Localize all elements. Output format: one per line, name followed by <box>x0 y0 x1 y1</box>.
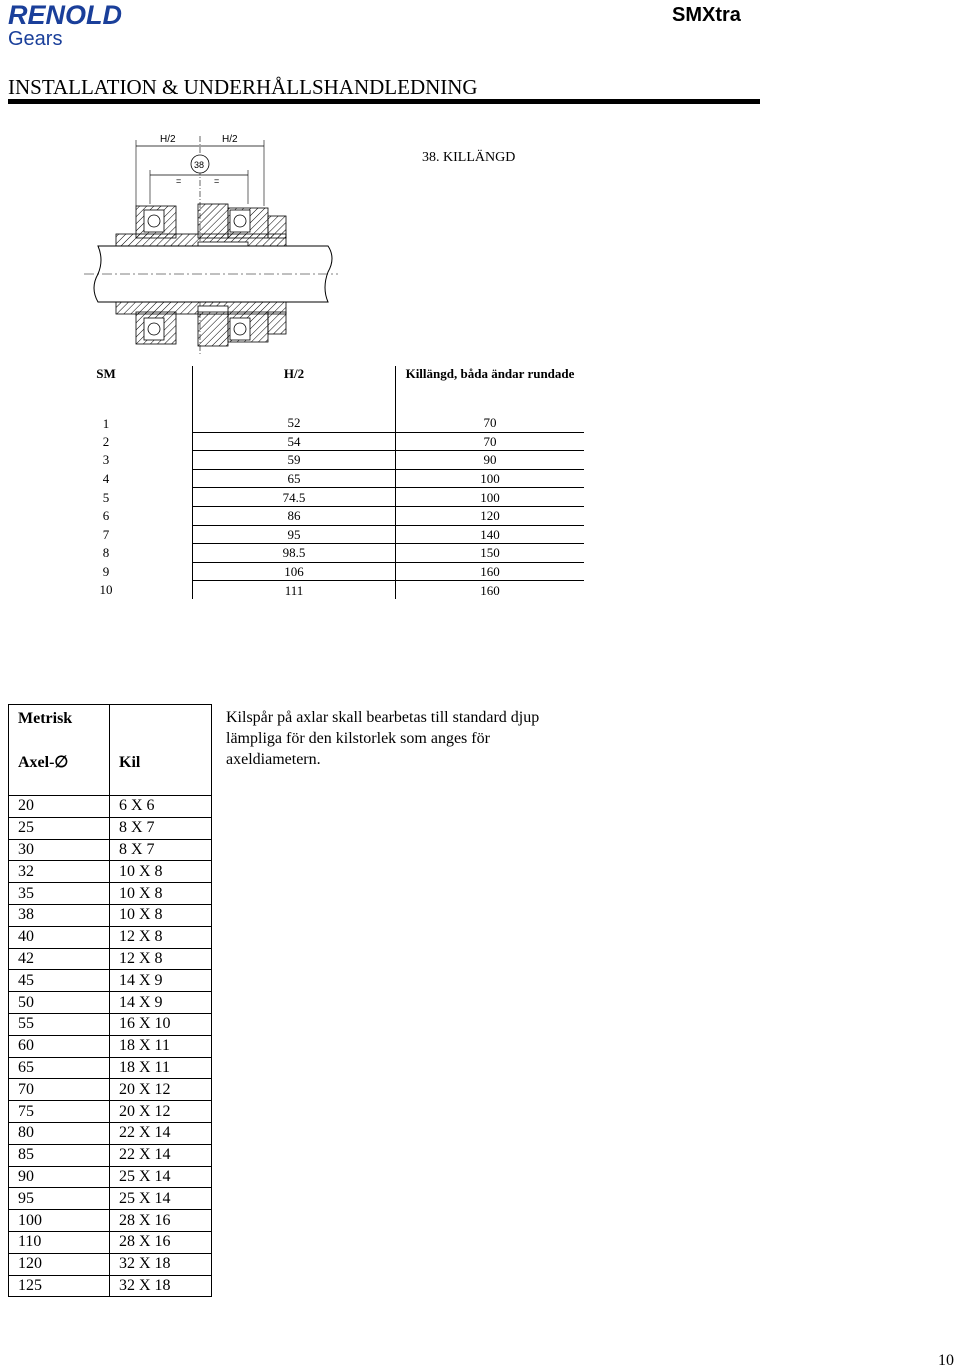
kil-cell: 18 X 11 <box>110 1035 212 1057</box>
sm-cell: 8 <box>102 545 110 561</box>
header-killangd: Killängd, båda ändar rundade <box>396 366 585 414</box>
table-row <box>20 525 584 544</box>
table-row <box>9 926 212 948</box>
table-row <box>9 1057 212 1079</box>
table-row <box>20 469 584 488</box>
h2-cell: 54 <box>193 432 396 451</box>
axel-cell: 20 <box>9 796 110 818</box>
kil-cell: 20 X 12 <box>110 1079 212 1101</box>
kil-cell: 10 X 8 <box>110 861 212 883</box>
table-row <box>9 1166 212 1188</box>
axel-cell: 30 <box>9 839 110 861</box>
killangd-table <box>20 366 584 599</box>
killangd-cell: 150 <box>396 544 585 563</box>
table-row <box>20 488 584 507</box>
kil-cell: 8 X 7 <box>110 839 212 861</box>
table-row <box>9 883 212 905</box>
axel-cell: 42 <box>9 948 110 970</box>
header-h2: H/2 <box>193 366 396 414</box>
axel-cell: 25 <box>9 817 110 839</box>
killangd-cell: 140 <box>396 525 585 544</box>
h2-cell: 52 <box>193 414 396 432</box>
kil-cell: 32 X 18 <box>110 1275 212 1297</box>
axel-cell: 50 <box>9 992 110 1014</box>
page-number: 10 <box>938 1352 954 1369</box>
table-row <box>20 414 584 432</box>
kil-cell: 14 X 9 <box>110 992 212 1014</box>
table-row <box>9 839 212 861</box>
kil-cell: 14 X 9 <box>110 970 212 992</box>
axel-cell: 90 <box>9 1166 110 1188</box>
axel-cell: 80 <box>9 1122 110 1144</box>
equal-mark-left: = <box>176 176 182 186</box>
header-axel: Axel-∅ <box>9 751 110 796</box>
axel-cell: 95 <box>9 1188 110 1210</box>
brand-subtitle: Gears <box>8 28 63 50</box>
sm-cell: 6 <box>102 508 110 524</box>
header-kil: Kil <box>110 751 212 796</box>
kil-cell: 25 X 14 <box>110 1166 212 1188</box>
kil-cell: 10 X 8 <box>110 904 212 926</box>
dim-label-right: H/2 <box>222 134 238 145</box>
table-row <box>20 451 584 470</box>
axel-cell: 110 <box>9 1231 110 1253</box>
kil-cell: 12 X 8 <box>110 948 212 970</box>
sm-cell: 3 <box>102 452 110 468</box>
killangd-cell: 70 <box>396 432 585 451</box>
table-row <box>9 904 212 926</box>
sm-cell: 10 <box>99 582 113 598</box>
kil-cell: 16 X 10 <box>110 1013 212 1035</box>
h2-cell: 98.5 <box>193 544 396 563</box>
axel-cell: 55 <box>9 1013 110 1035</box>
killangd-cell: 160 <box>396 562 585 581</box>
product-name: SMXtra <box>672 4 741 26</box>
table-row <box>9 1188 212 1210</box>
killangd-cell: 120 <box>396 506 585 525</box>
equal-mark-right: = <box>214 176 220 186</box>
kil-cell: 10 X 8 <box>110 883 212 905</box>
header-sm: SM <box>96 366 116 381</box>
section-title: 38. KILLÄNGD <box>422 150 516 165</box>
axel-cell: 45 <box>9 970 110 992</box>
technical-drawing <box>78 126 358 358</box>
h2-cell: 59 <box>193 451 396 470</box>
table-row <box>9 1079 212 1101</box>
keyway-note: Kilspår på axlar skall bearbetas till standard djup lämpliga för den kilstorlek som anges för axeldiametern. <box>226 709 540 768</box>
kil-cell: 32 X 18 <box>110 1253 212 1275</box>
title-rule <box>8 99 760 104</box>
axel-cell: 65 <box>9 1057 110 1079</box>
dim-label-left: H/2 <box>160 134 176 145</box>
h2-cell: 65 <box>193 469 396 488</box>
axel-cell: 70 <box>9 1079 110 1101</box>
table-row <box>9 992 212 1014</box>
kil-cell: 18 X 11 <box>110 1057 212 1079</box>
table-row <box>9 1210 212 1232</box>
table-row <box>9 1101 212 1123</box>
table-row <box>9 948 212 970</box>
axel-cell: 32 <box>9 861 110 883</box>
table-row <box>9 1013 212 1035</box>
table-row <box>9 970 212 992</box>
h2-cell: 86 <box>193 506 396 525</box>
h2-cell: 111 <box>193 581 396 599</box>
sm-cell: 7 <box>102 526 110 542</box>
table-row <box>9 1231 212 1253</box>
table-row <box>20 506 584 525</box>
table-row <box>9 1275 212 1297</box>
table-row <box>9 796 212 818</box>
table-row <box>9 1144 212 1166</box>
axel-cell: 35 <box>9 883 110 905</box>
killangd-cell: 100 <box>396 488 585 507</box>
kil-cell: 6 X 6 <box>110 796 212 818</box>
kil-cell: 12 X 8 <box>110 926 212 948</box>
renold-logo: RENOLD <box>8 0 122 30</box>
kil-cell: 25 X 14 <box>110 1188 212 1210</box>
axel-kil-table <box>8 704 212 1297</box>
killangd-cell: 100 <box>396 469 585 488</box>
kil-cell: 8 X 7 <box>110 817 212 839</box>
axel-cell: 38 <box>9 904 110 926</box>
table-row <box>20 432 584 451</box>
h2-cell: 106 <box>193 562 396 581</box>
table-row <box>9 1253 212 1275</box>
axel-cell: 85 <box>9 1144 110 1166</box>
table-row <box>9 817 212 839</box>
table-row <box>9 861 212 883</box>
sm-cell: 4 <box>102 471 110 487</box>
table-row <box>20 581 584 599</box>
table-row <box>9 1122 212 1144</box>
kil-cell: 22 X 14 <box>110 1144 212 1166</box>
axel-cell: 125 <box>9 1275 110 1297</box>
killangd-cell: 160 <box>396 581 585 599</box>
sm-cell: 9 <box>102 564 110 580</box>
kil-cell: 20 X 12 <box>110 1101 212 1123</box>
killangd-cell: 70 <box>396 414 585 432</box>
kil-cell: 22 X 14 <box>110 1122 212 1144</box>
h2-cell: 95 <box>193 525 396 544</box>
document-title: INSTALLATION & UNDERHÅLLSHANDLEDNING <box>8 75 478 99</box>
axel-cell: 40 <box>9 926 110 948</box>
table-row <box>9 1035 212 1057</box>
axel-cell: 75 <box>9 1101 110 1123</box>
sm-cell: 5 <box>102 489 110 505</box>
header-metrisk: Metrisk <box>9 705 110 752</box>
table-row <box>20 544 584 563</box>
callout-number: 38 <box>194 160 205 170</box>
axel-cell: 60 <box>9 1035 110 1057</box>
table-row <box>20 562 584 581</box>
killangd-cell: 90 <box>396 451 585 470</box>
axel-cell: 120 <box>9 1253 110 1275</box>
h2-cell: 74.5 <box>193 488 396 507</box>
sm-cell: 2 <box>102 433 110 449</box>
kil-cell: 28 X 16 <box>110 1210 212 1232</box>
sm-cell: 1 <box>102 415 110 431</box>
kil-cell: 28 X 16 <box>110 1231 212 1253</box>
axel-cell: 100 <box>9 1210 110 1232</box>
